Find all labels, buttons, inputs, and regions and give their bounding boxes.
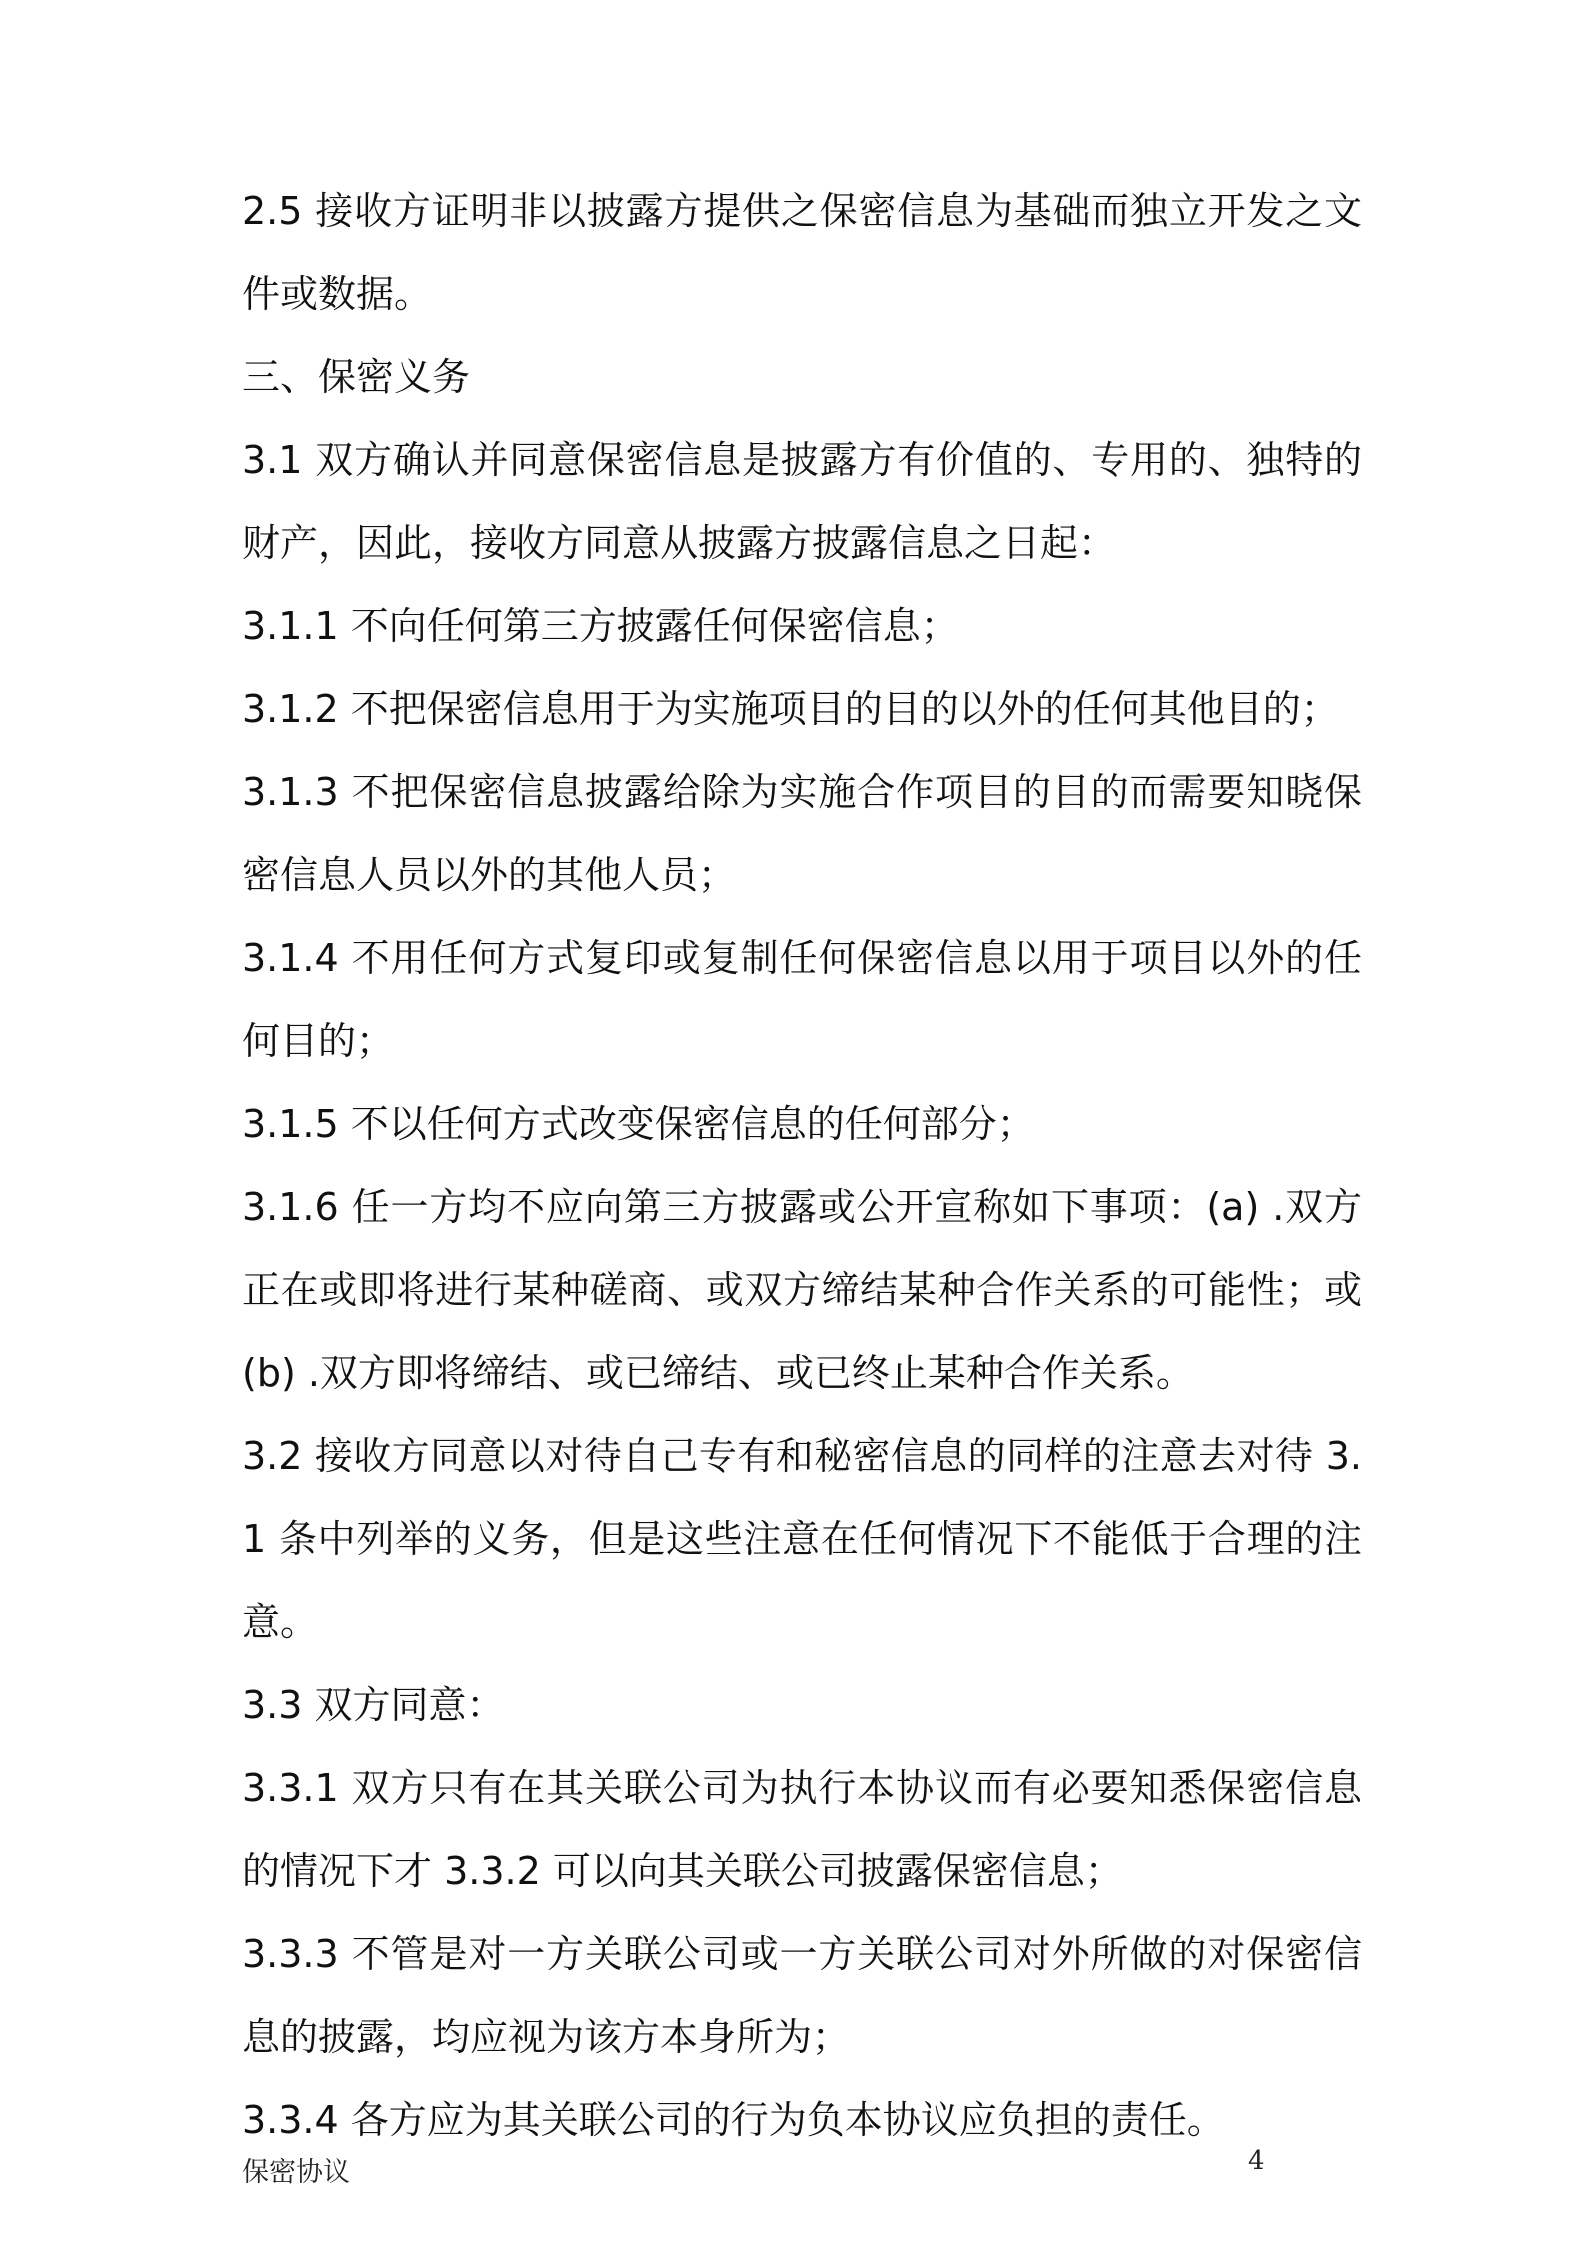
clause-3-1: 3.1 双方确认并同意保密信息是披露方有价值的、专用的、独特的财产，因此，接收方同意从披露方披露信息之日起： — [242, 438, 1362, 565]
footer-page-number: 4 — [1248, 2146, 1265, 2176]
section-heading-confidentiality-obligations: 三、保密义务 — [242, 355, 471, 399]
clause-3-1-2: 3.1.2 不把保密信息用于为实施项目的目的以外的任何其他目的； — [242, 687, 1339, 731]
clause-3-1-3: 3.1.3 不把保密信息披露给除为实施合作项目的目的而需要知晓保密信息人员以外的其他人员； — [242, 770, 1362, 897]
clause-2-5: 2.5 接收方证明非以披露方提供之保密信息为基础而独立开发之文件或数据。 — [242, 189, 1362, 316]
clause-3-3-1: 3.3.1 双方只有在其关联公司为执行本协议而有必要知悉保密信息的情况下才 3.3.2 可以向其关联公司披露保密信息； — [242, 1766, 1362, 1893]
clause-3-3-4: 3.3.4 各方应为其关联公司的行为负本协议应负担的责任。 — [242, 2098, 1225, 2142]
clause-3-3-3: 3.3.3 不管是对一方关联公司或一方关联公司对外所做的对保密信息的披露，均应视为该方本身所为； — [242, 1932, 1362, 2059]
clause-3-1-1: 3.1.1 不向任何第三方披露任何保密信息； — [242, 604, 959, 648]
document-body — [242, 170, 1362, 2162]
clause-3-1-5: 3.1.5 不以任何方式改变保密信息的任何部分； — [242, 1102, 1035, 1146]
footer-document-title: 保密协议 — [242, 2157, 350, 2188]
clause-3-3: 3.3 双方同意： — [242, 1683, 505, 1727]
clause-3-2: 3.2 接收方同意以对待自己专有和秘密信息的同样的注意去对待 3.1 条中列举的义务，但是这些注意在任何情况下不能低于合理的注意。 — [242, 1434, 1362, 1644]
clause-3-1-6: 3.1.6 任一方均不应向第三方披露或公开宣称如下事项：(a) .双方正在或即将进行某种磋商、或双方缔结某种合作关系的可能性；或 (b) .双方即将缔结、或已缔结、或已终止某种合作关系。 — [242, 1185, 1362, 1395]
clause-3-1-4: 3.1.4 不用任何方式复印或复制任何保密信息以用于项目以外的任何目的； — [242, 936, 1362, 1063]
